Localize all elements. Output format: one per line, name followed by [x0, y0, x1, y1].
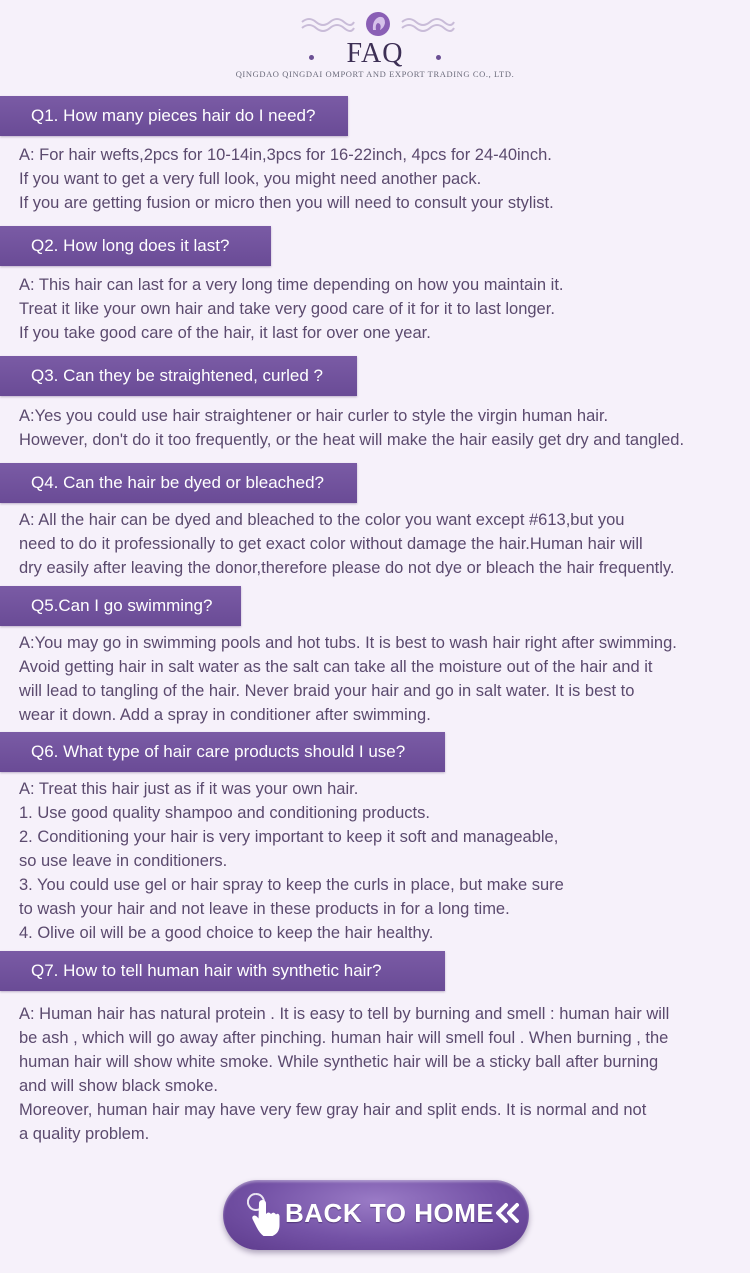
page-header: [0, 0, 750, 92]
answer-line: and will show black smoke.: [19, 1077, 218, 1095]
answer-line: A: For hair wefts,2pcs for 10-14in,3pcs for 16-22inch, 4pcs for 24-40inch.: [19, 146, 552, 164]
double-chevron-left-icon: [493, 1202, 521, 1224]
back-to-home-label: BACK TO HOME: [285, 1198, 495, 1228]
answer-line: If you take good care of the hair, it last for over one year.: [19, 324, 431, 342]
faq-answer-5: [19, 631, 747, 727]
answer-line: A:You may go in swimming pools and hot tubs. It is best to wash hair right after swimming.: [19, 634, 677, 652]
answer-line: will lead to tangling of the hair. Never braid your hair and go in salt water. It is best to: [19, 682, 635, 700]
answer-line: a quality problem.: [19, 1125, 150, 1143]
answer-line: 4. Olive oil will be a good choice to keep the hair healthy.: [19, 924, 434, 942]
faq-answer-3: [19, 404, 747, 452]
faq-question-1: Q1. How many pieces hair do I need?: [0, 96, 348, 136]
answer-line: Moreover, human hair may have very few gray hair and split ends. It is normal and not: [19, 1101, 647, 1119]
left-wave-ornament: [300, 16, 356, 34]
answer-line: A:Yes you could use hair straightener or hair curler to style the virgin human hair.: [19, 407, 609, 425]
answer-line: However, don't do it too frequently, or the heat will make the hair easily get dry and tangled.: [19, 431, 685, 449]
answer-line: 2. Conditioning your hair is very important to keep it soft and manageable,: [19, 828, 559, 846]
faq-answer-2: [19, 273, 747, 345]
logo-icon: [364, 10, 392, 38]
hand-pointer-icon: [247, 1190, 281, 1238]
faq-answer-6: [19, 777, 747, 945]
page-title: FAQ: [346, 38, 404, 69]
faq-question-2: Q2. How long does it last?: [0, 226, 271, 266]
logo-row: [0, 10, 750, 40]
answer-line: If you are getting fusion or micro then you will need to consult your stylist.: [19, 194, 554, 212]
back-to-home-button[interactable]: [223, 1180, 529, 1250]
answer-line: Treat it like your own hair and take very good care of it for it to last longer.: [19, 300, 555, 318]
answer-line: need to do it professionally to get exact color without damage the hair.Human hair will: [19, 535, 643, 553]
faq-question-5: Q5.Can I go swimming?: [0, 586, 241, 626]
faq-answer-7: [19, 1002, 747, 1146]
answer-line: so use leave in conditioners.: [19, 852, 228, 870]
answer-line: A: Human hair has natural protein . It is easy to tell by burning and smell : human hair will: [19, 1005, 670, 1023]
company-name: QINGDAO QINGDAI OMPORT AND EXPORT TRADING CO., LTD.: [235, 69, 515, 79]
answer-line: 1. Use good quality shampoo and conditioning products.: [19, 804, 430, 822]
dot-ornament-right: [436, 55, 441, 60]
answer-line: 3. You could use gel or hair spray to keep the curls in place, but make sure: [19, 876, 564, 894]
answer-line: be ash , which will go away after pinching. human hair will smell foul . When burning , the: [19, 1029, 669, 1047]
faq-answer-1: [19, 143, 747, 215]
answer-line: human hair will show white smoke. While synthetic hair will be a sticky ball after burning: [19, 1053, 659, 1071]
dot-ornament-left: [309, 55, 314, 60]
faq-question-3: Q3. Can they be straightened, curled ?: [0, 356, 357, 396]
answer-line: wear it down. Add a spray in conditioner after swimming.: [19, 706, 431, 724]
faq-title-row: [0, 38, 750, 70]
answer-line: to wash your hair and not leave in these products in for a long time.: [19, 900, 510, 918]
answer-line: Avoid getting hair in salt water as the salt can take all the moisture out of the hair and it: [19, 658, 653, 676]
answer-line: A: This hair can last for a very long time depending on how you maintain it.: [19, 276, 564, 294]
faq-question-6: Q6. What type of hair care products should I use?: [0, 732, 445, 772]
answer-line: If you want to get a very full look, you might need another pack.: [19, 170, 482, 188]
right-wave-ornament: [400, 16, 456, 34]
faq-question-4: Q4. Can the hair be dyed or bleached?: [0, 463, 357, 503]
answer-line: A: Treat this hair just as if it was your own hair.: [19, 780, 359, 798]
answer-line: dry easily after leaving the donor,therefore please do not dye or bleach the hair frequently.: [19, 559, 675, 577]
answer-line: A: All the hair can be dyed and bleached to the color you want except #613,but you: [19, 511, 625, 529]
faq-question-7: Q7. How to tell human hair with synthetic hair?: [0, 951, 445, 991]
faq-answer-4: [19, 508, 747, 580]
